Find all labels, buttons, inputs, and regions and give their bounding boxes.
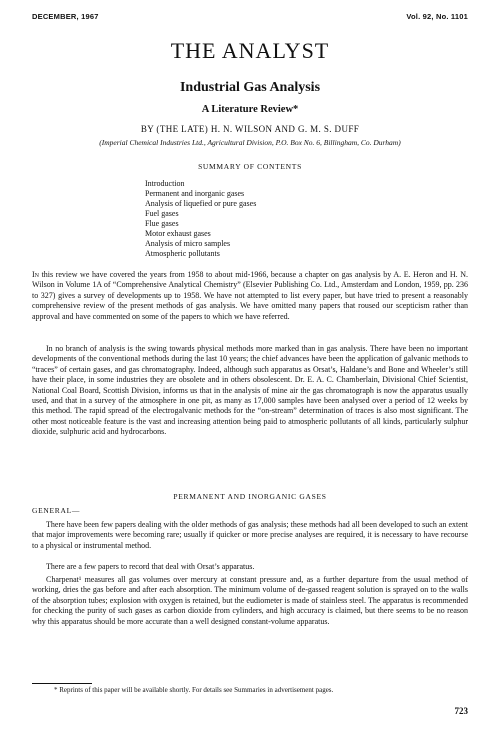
page-number: 723 (454, 706, 468, 716)
body-paragraph: Charpenat¹ measures all gas volumes over mercury at constant pressure and, as a further departure from the usual method of working, dries the gas before and after each absorption. The minimum volume of de-gassed reagent solution is sprayed on to the walls of the absorption tubes; explosion with oxygen is retained, but the eudiometer is made of stainless steel. The apparatus is recommended for checking the purity of such gases as carbon dioxide from cylinders, and high accuracy is claimed, but there seems to be no reason why this apparatus should be more accurate than a well designed constant-volume apparatus. (32, 575, 468, 626)
running-head (32, 12, 468, 21)
journal-title: THE ANALYST (170, 38, 330, 63)
article-subtitle: A Literature Review* (201, 104, 299, 115)
summary-item: Analysis of micro samples (145, 239, 231, 248)
body-paragraph: There have been few papers dealing with the older methods of gas analysis; these methods had all been developed to such an extent that major improvements were becoming rare; usually if quicker or more precise analyses are required, it is necessary to have recourse to a physical or instrumental method. (32, 520, 468, 550)
summary-item: Atmospheric pollutants (145, 249, 220, 258)
footnote: * Reprints of this paper will be available shortly. For details see Summaries in advertisement pages. (54, 686, 334, 694)
paragraph-lead-word: In (32, 270, 39, 279)
body-paragraph: There are a few papers to record that deal with Orsat’s apparatus. (46, 562, 255, 571)
summary-item: Flue gases (145, 219, 179, 228)
footnote-divider (32, 683, 92, 684)
summary-item: Introduction (145, 179, 185, 188)
summary-item: Analysis of liquefied or pure gases (145, 199, 257, 208)
article-authors: BY (THE LATE) H. N. WILSON AND G. M. S. DUFF (140, 124, 360, 134)
subsection-heading: GENERAL— (32, 506, 81, 515)
intro-paragraph (32, 270, 468, 322)
volume-number: Vol. 92, No. 1101 (406, 12, 468, 21)
section-heading: PERMANENT AND INORGANIC GASES (173, 492, 327, 501)
summary-list (145, 179, 256, 259)
article-title: Industrial Gas Analysis (179, 80, 321, 95)
author-affiliation: (Imperial Chemical Industries Ltd., Agricultural Division, P.O. Box No. 6, Billingham, Co. Durham) (99, 138, 401, 147)
summary-item: Permanent and inorganic gases (145, 189, 245, 198)
summary-heading: SUMMARY OF CONTENTS (198, 162, 302, 171)
issue-date: DECEMBER, 1967 (32, 12, 99, 21)
summary-item: Motor exhaust gases (145, 229, 211, 238)
paragraph-text: this review we have covered the years from 1958 to about mid-1966, because a chapter on gas analysis by A. E. Heron and H. N. Wilson in Volume 1A of “Comprehensive Analytical Chemistry” (Elsevier Publishing Co. Ltd., Amsterdam and London, 1959, pp. 236 to 327) gives a survey of developments up to 1958. We have not attempted to list every paper, but have tried to present a reasonably comprehensive review of the present methods of gas analysis. We have omitted many papers that roused our scepticism rather than approval and have commented on some of the papers to which we have referred. (32, 270, 468, 321)
summary-item: Fuel gases (145, 209, 179, 218)
body-paragraph: In no branch of analysis is the swing towards physical methods more marked than in gas analysis. There have been no important developments of the conventional methods during the last 10 years; the chief advances have been the application of galvanic methods to “traces” of certain gases, and gas chromatography. Indeed, although such apparatus as Orsat’s, Haldane’s and Bone and Wheeler’s still have their place, in some industries they are obsolete and in others obsolescent. Dr. E. A. C. Chamberlain, Divisional Chief Scientist, National Coal Board, Scottish Division, informs us that in the analysis of mine air the gas chromatograph is now the apparatus usually used, and that in a survey of the atmosphere in one pit, as many as 17,000 samples have been analysed over a period of 12 weeks by this method. The rapid spread of the electrogalvanic methods for the “on-stream” determination of traces is also most significant. The other most noticeable feature is the vast and increasing attention being paid to atmospheric pollutants of all kinds, particularly sulphur dioxide, sulphuric acid and hydrocarbons. (32, 344, 468, 437)
